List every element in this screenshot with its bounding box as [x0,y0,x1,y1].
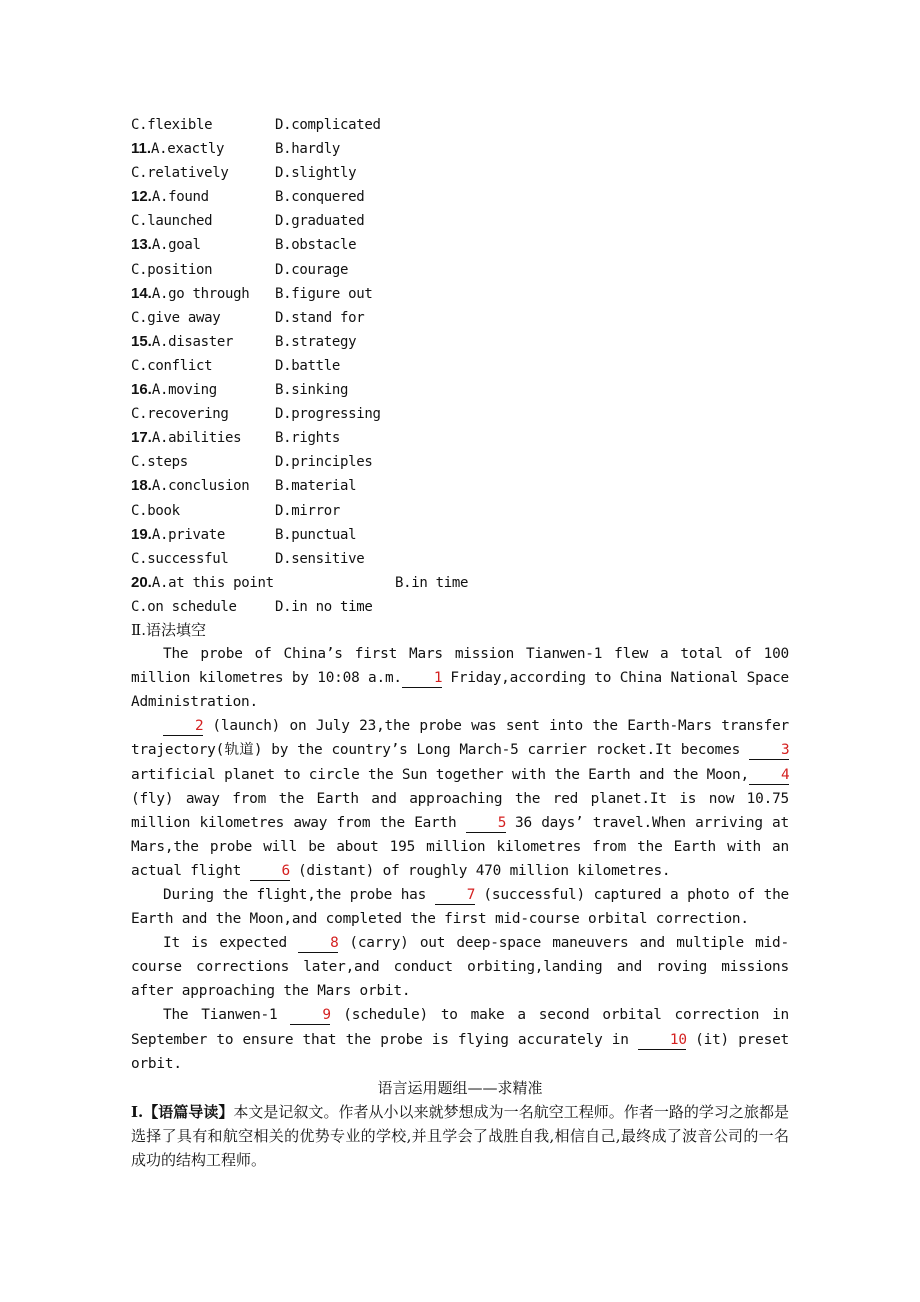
passage-text: Friday,according to China National Space Administration. [131,670,789,711]
option-b[interactable]: B.punctual [275,526,357,543]
paragraph-1 [131,642,789,714]
grammar-passage [131,642,789,1076]
option-a[interactable]: A.found [151,189,209,206]
question-14 [131,281,789,305]
passage-text: The probe of China’s first Mars mission Tianwen-1 flew a total of 100 million kilometres by 10:08 a.m. [131,646,789,687]
answer-blank-2[interactable]: 2 [163,717,203,736]
option-d[interactable]: D.in no time [275,598,373,615]
question-12 [131,184,789,208]
answer-blank-7[interactable]: 7 [435,886,475,905]
option-d[interactable]: D.mirror [275,502,341,519]
option-a[interactable]: A.conclusion [151,478,250,495]
paragraph-2 [131,714,789,883]
guide-text: 本文是记叙文。作者从小以来就梦想成为一名航空工程师。作者一路的学习之旅都是选择了具有和航空相关的优势专业的学校,并且学会了战胜自我,相信自己,最终成了波音公司的一名成功的结构工程师。 [131,1102,789,1169]
passage-text: (carry) out deep-space maneuvers and multiple mid-course corrections later,and conduct orbiting,landing and roving missions after approaching the Mars orbit. [131,935,789,1000]
option-c[interactable]: C.give away [131,309,221,326]
question-10-options-cd [131,112,789,136]
question-13 [131,232,789,256]
option-a[interactable]: A.disaster [151,333,234,350]
option-c[interactable]: C.successful [131,550,229,567]
question-15 [131,329,789,353]
section-title-language-use: 语言运用题组——求精准 [377,1078,543,1097]
passage-text: (schedule) to make a second orbital correction in September to ensure that the probe is flying accurately in [131,1007,790,1048]
option-c[interactable]: C.steps [131,454,188,471]
question-number: 12. [131,188,152,206]
passage-text: (distant) of roughly 470 million kilometres. [297,862,671,879]
answer-blank-1[interactable]: 1 [402,669,442,688]
option-b[interactable]: B.figure out [275,285,373,302]
option-d[interactable]: D.complicated [275,117,381,133]
question-number: 16. [131,381,152,399]
option-a[interactable]: A.abilities [151,430,242,447]
question-number: 14. [131,284,152,302]
option-b[interactable]: B.strategy [275,333,357,350]
guide-label: Ⅰ.【语篇导读】 [131,1102,234,1121]
option-a[interactable]: A.at this point [151,574,274,591]
question-14-cd [131,305,789,329]
question-11-cd [131,160,789,184]
passage-text: (successful) captured a photo of the Earth and the Moon,and completed the first mid-course orbital correction. [131,887,790,928]
option-a[interactable]: A.exactly [151,141,225,158]
option-c[interactable]: C.recovering [131,406,229,423]
answer-blank-3[interactable]: 3 [749,741,789,760]
question-number: 18. [131,477,152,495]
question-17-cd [131,449,789,473]
question-number: 19. [131,525,152,543]
question-11 [131,136,789,160]
option-c[interactable]: C.flexible [131,117,213,133]
question-number: 13. [131,236,152,254]
answer-blank-8[interactable]: 8 [298,934,338,953]
option-a[interactable]: A.private [151,526,226,543]
passage-text: 36 days’ travel.When arriving at Mars,the probe will be about 195 million kilometres from the Earth with an actual flight [131,814,789,879]
question-19 [131,522,789,546]
option-d[interactable]: D.courage [275,261,349,278]
answer-blank-4[interactable]: 4 [749,766,789,785]
question-17 [131,425,789,449]
paragraph-5 [131,1003,789,1075]
option-b[interactable]: B.rights [275,430,341,447]
option-d[interactable]: D.principles [275,454,373,471]
option-b[interactable]: B.hardly [275,141,341,158]
option-b[interactable]: B.material [275,478,357,495]
paragraph-3 [131,883,789,931]
passage-text: The Tianwen-1 [163,1007,278,1024]
option-a[interactable]: A.goal [151,237,201,254]
question-12-cd [131,208,789,232]
question-15-cd [131,353,789,377]
option-c[interactable]: C.launched [131,213,213,230]
question-19-cd [131,546,789,570]
option-c[interactable]: C.conflict [131,357,213,374]
question-number: 11. [131,140,152,158]
option-a[interactable]: A.moving [151,382,217,399]
option-d[interactable]: D.sensitive [275,550,365,567]
section-title-grammar: Ⅱ.语法填空 [131,620,206,639]
question-16 [131,377,789,401]
passage-text: (it) preset orbit. [131,1031,789,1072]
answer-blank-10[interactable]: 10 [638,1031,686,1050]
reading-guide [131,1100,789,1172]
passage-text: During the flight,the probe has [163,887,427,903]
option-d[interactable]: D.slightly [275,165,357,182]
question-18-cd [131,498,789,522]
question-20 [131,570,789,594]
option-b[interactable]: B.obstacle [275,237,357,254]
passage-text: (launch) on July 23,the probe was sent into the Earth-Mars transfer trajectory(轨道) by the country’s Long March-5 carrier rocket.It becomes [131,718,789,759]
option-b[interactable]: B.in time [395,574,469,591]
paragraph-4 [131,931,789,1003]
passage-text: It is expected [163,935,287,952]
document-page [131,112,789,1172]
answer-blank-9[interactable]: 9 [290,1006,330,1025]
answer-blank-6[interactable]: 6 [250,862,290,881]
option-a[interactable]: A.go through [151,285,250,302]
option-c[interactable]: C.position [131,261,213,278]
question-number: 20. [131,573,152,591]
question-number: 15. [131,332,152,350]
answer-blank-5[interactable]: 5 [466,814,506,833]
option-d[interactable]: D.stand for [275,309,365,326]
option-c[interactable]: C.book [131,502,180,519]
question-16-cd [131,401,789,425]
question-18 [131,473,789,497]
passage-text: (fly) away from the Earth and approaching the red planet.It is now 10.75 million kilometres away from the Earth [131,790,789,831]
question-13-cd [131,257,789,281]
option-d[interactable]: D.progressing [275,406,381,423]
option-c[interactable]: C.on schedule [131,598,237,615]
question-number: 17. [131,429,152,447]
option-d[interactable]: D.graduated [275,213,365,230]
option-c[interactable]: C.relatively [131,165,229,182]
option-b[interactable]: B.conquered [275,189,365,206]
option-d[interactable]: D.battle [275,357,341,374]
question-20-cd [131,594,789,618]
passage-text: artificial planet to circle the Sun together with the Earth and the Moon, [131,766,749,783]
option-b[interactable]: B.sinking [275,382,349,399]
